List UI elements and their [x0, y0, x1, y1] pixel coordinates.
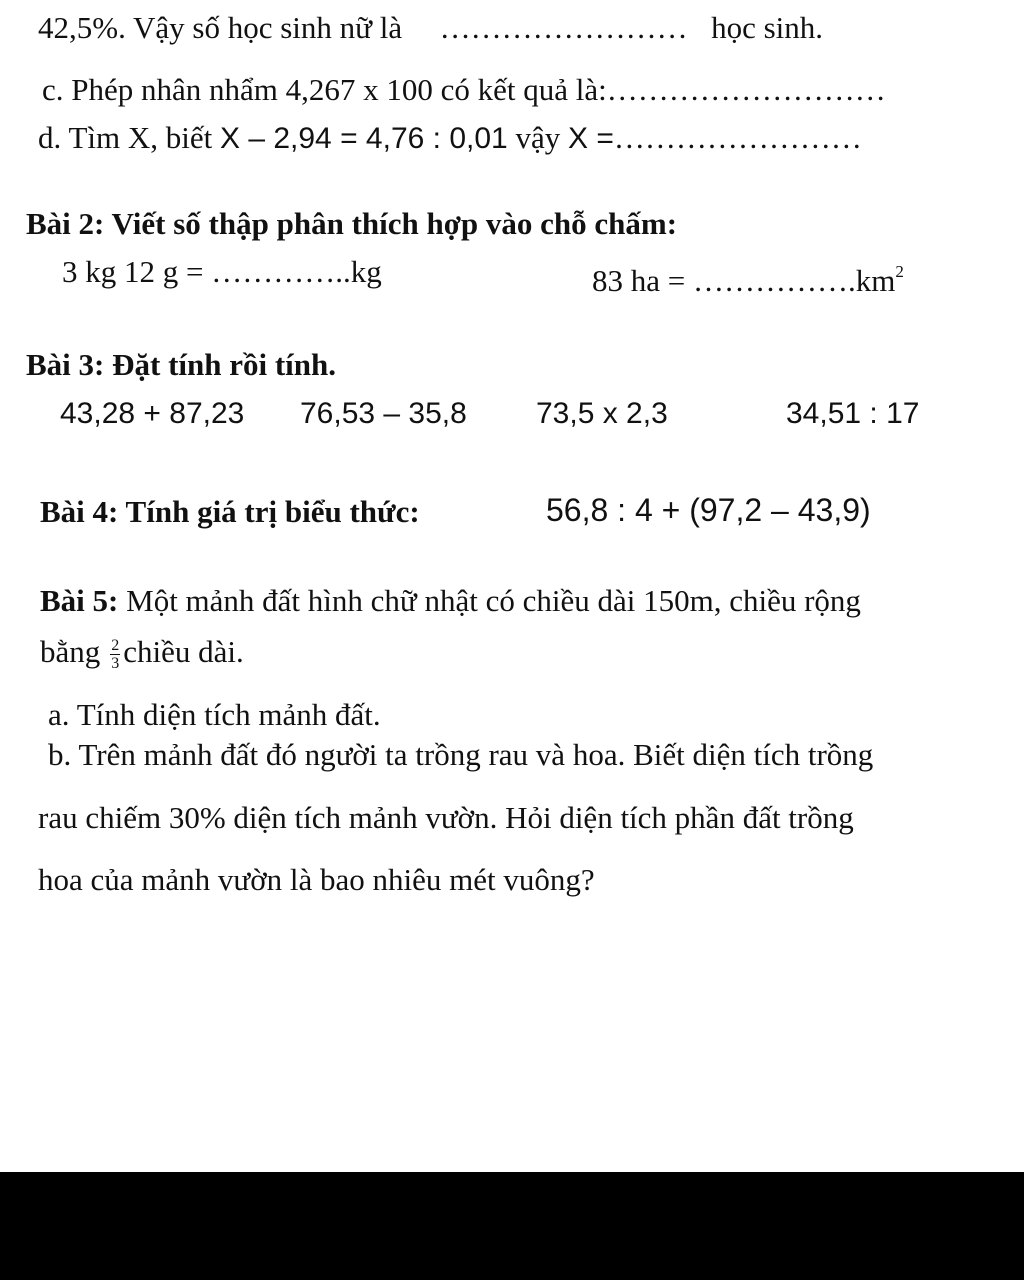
bai2-title: Bài 2: Viết số thập phân thích hợp vào chỗ chấm:	[26, 206, 678, 241]
bai5-text-2-post: chiều dài.	[123, 634, 244, 669]
bai2-right-item	[592, 254, 904, 299]
bai3-title: Bài 3: Đặt tính rồi tính.	[26, 347, 337, 382]
bai1-b-text: 42,5%. Vậy số học sinh nữ là	[38, 10, 403, 45]
bai1-b-unit: học sinh.	[711, 10, 824, 45]
bai2-left-item	[62, 254, 382, 290]
bai5-line-2	[40, 634, 244, 672]
bai2-right-blank: …………….	[693, 263, 856, 298]
fraction-two-thirds	[110, 637, 120, 672]
bai3-op-4: 34,51 : 17	[786, 397, 920, 430]
bai2-left-unit: kg	[350, 254, 382, 289]
fraction-numerator: 2	[111, 637, 120, 655]
bai2-left-expr: 3 kg 12 g =	[62, 254, 212, 289]
bai2-right-exponent: 2	[895, 262, 904, 281]
bai1-part-d	[38, 120, 862, 157]
bai3-op-2: 76,53 – 35,8	[300, 397, 467, 430]
bai5-text-1: Một mảnh đất hình chữ nhật có chiều dài 150m, chiều rộng	[118, 583, 861, 618]
bai5-line-1	[40, 583, 861, 619]
bai1-d-text: d. Tìm X, biết	[38, 120, 220, 155]
bai5-text-2-pre: bằng	[40, 634, 101, 669]
bai1-d-equation: X – 2,94 = 4,76 : 0,01	[219, 122, 508, 155]
bai3-op-1: 43,28 + 87,23	[60, 397, 245, 430]
bottom-black-bar	[0, 1172, 1024, 1280]
bai1-b-answer-blank: ……………………	[439, 10, 688, 45]
bai1-part-b	[38, 10, 823, 46]
bai1-c-answer-blank: ………………………	[606, 72, 886, 107]
bai4-expression: 56,8 : 4 + (97,2 – 43,9)	[546, 492, 871, 528]
bai5-part-b-line-3: hoa của mảnh vườn là bao nhiêu mét vuông?	[38, 862, 595, 897]
bai1-part-c	[42, 72, 886, 108]
bai2-left-blank: …………..	[211, 254, 351, 289]
bai1-d-x: X =	[567, 122, 614, 155]
bai5-label: Bài 5:	[40, 583, 119, 618]
bai1-d-answer-blank: ……………………	[613, 120, 862, 155]
bai1-d-mid: vậy	[507, 120, 568, 155]
fraction-denominator: 3	[111, 655, 120, 673]
bai4-title: Bài 4: Tính giá trị biểu thức:	[40, 494, 420, 529]
bai3-op-3: 73,5 x 2,3	[536, 397, 668, 430]
bai5-part-b-line-2: rau chiếm 30% diện tích mảnh vườn. Hỏi diện tích phần đất trồng	[38, 800, 854, 835]
bai5-part-b-line-1: b. Trên mảnh đất đó người ta trồng rau và hoa. Biết diện tích trồng	[48, 737, 874, 772]
bai2-right-unit: km	[855, 263, 896, 298]
bai5-part-a: a. Tính diện tích mảnh đất.	[48, 697, 381, 732]
bai1-c-text: c. Phép nhân nhẩm 4,267 x 100 có kết quả là:	[42, 72, 607, 107]
bai2-right-expr: 83 ha =	[592, 263, 693, 298]
